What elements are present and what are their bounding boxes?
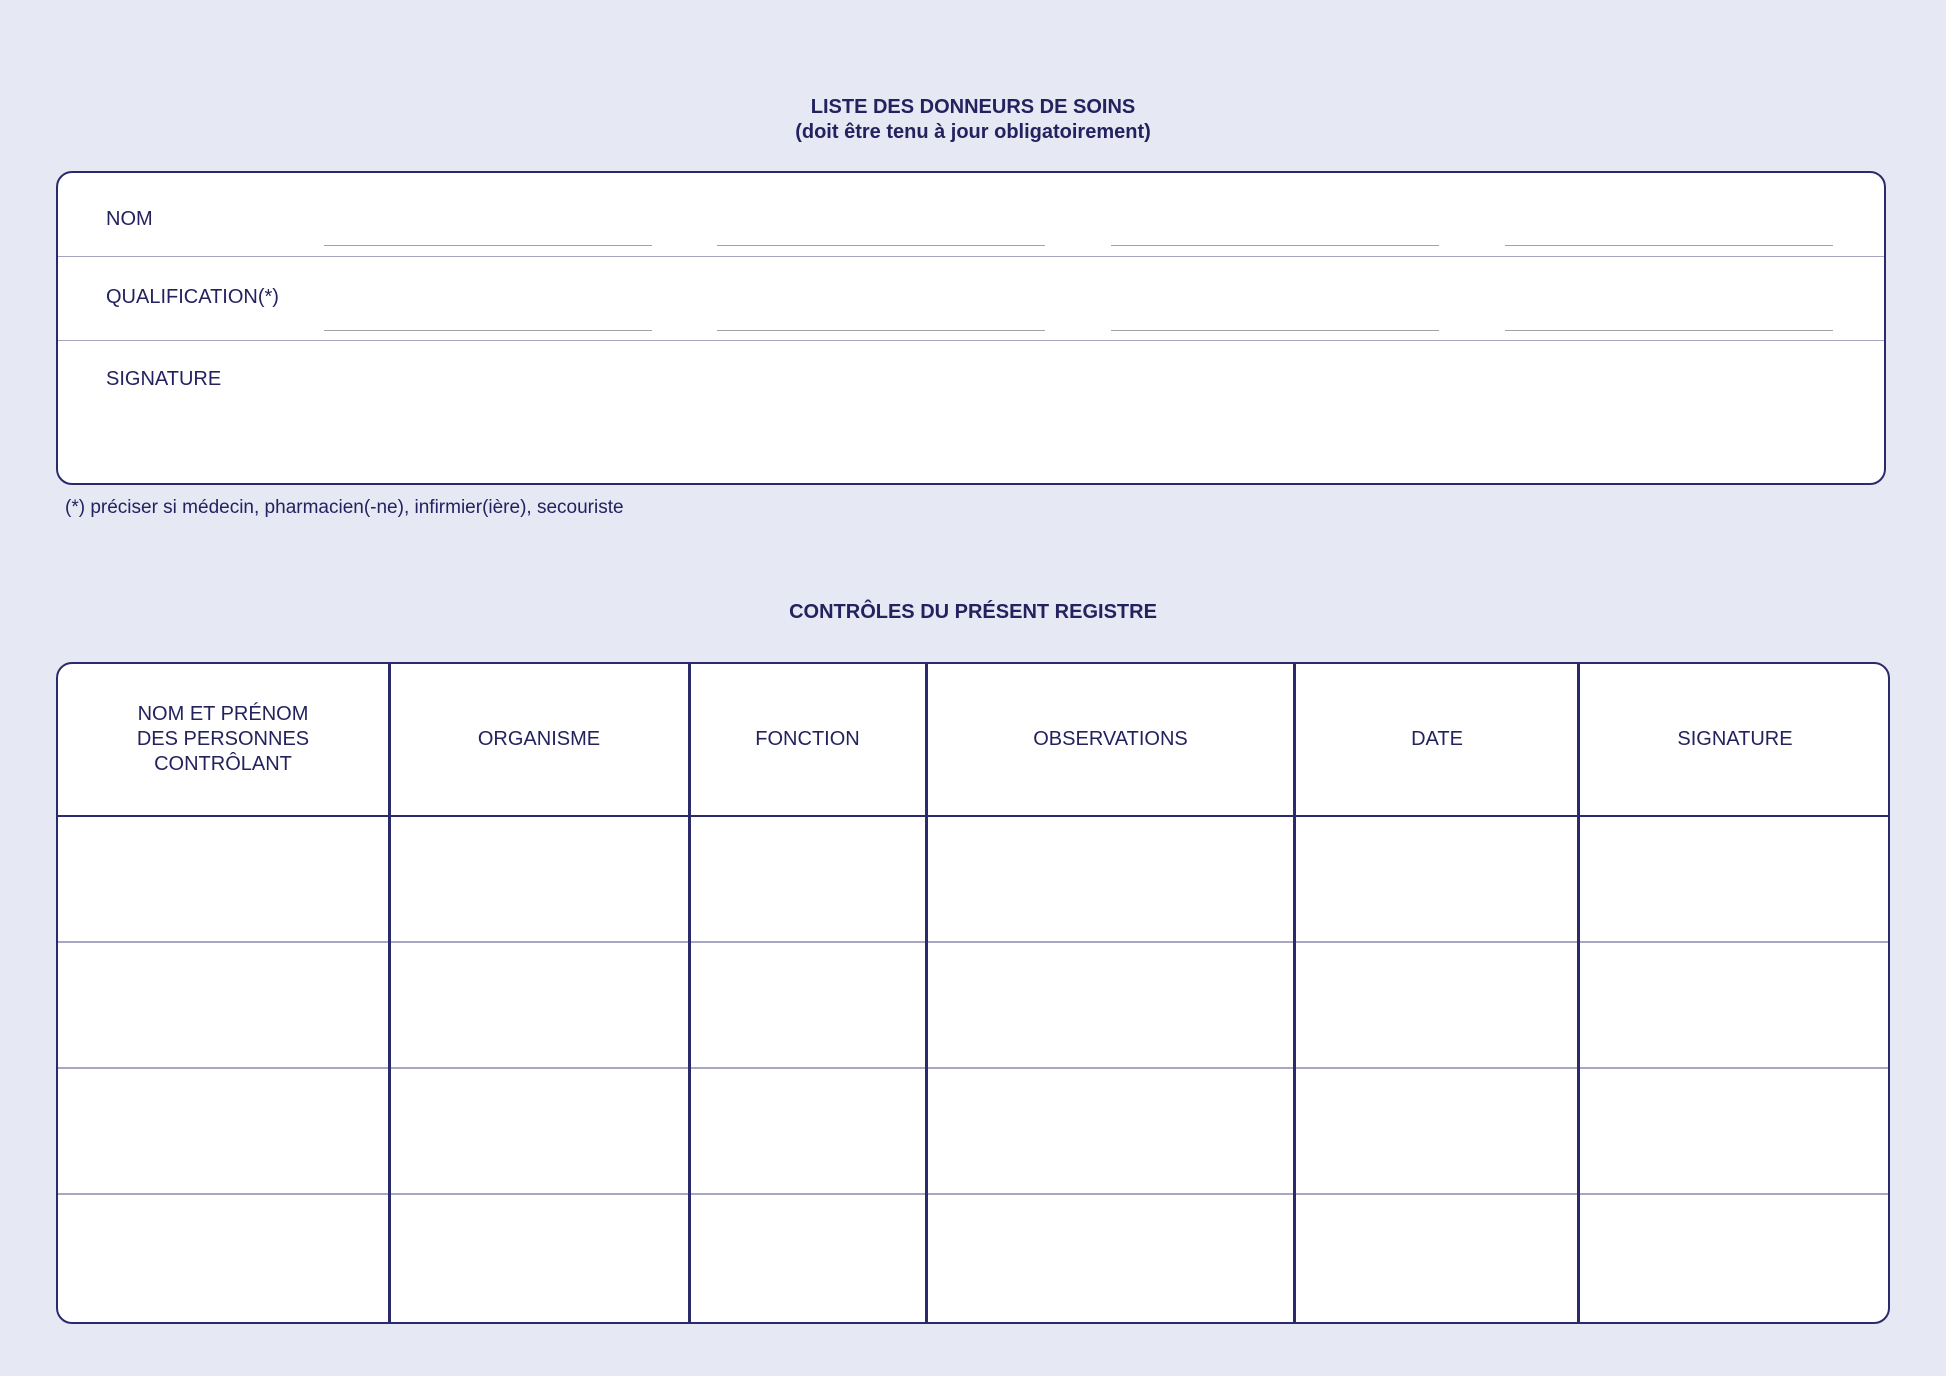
- table-row[interactable]: [58, 1069, 1888, 1193]
- soins-subtitle: (doit être tenu à jour obligatoirement): [795, 121, 1151, 143]
- nom-field-1[interactable]: [324, 245, 652, 246]
- column-divider: [1577, 664, 1580, 1322]
- qualification-field-3[interactable]: [1111, 330, 1439, 331]
- nom-field-3[interactable]: [1111, 245, 1439, 246]
- qualification-row: [58, 257, 1884, 341]
- table-row[interactable]: [58, 817, 1888, 941]
- qualification-field-1[interactable]: [324, 330, 652, 331]
- header-date: DATE: [1411, 728, 1463, 750]
- column-divider: [388, 664, 391, 1322]
- qualification-field-2[interactable]: [717, 330, 1045, 331]
- header-signature: SIGNATURE: [1677, 728, 1793, 750]
- table-row[interactable]: [58, 943, 1888, 1067]
- column-divider: [1293, 664, 1296, 1322]
- signature-label: SIGNATURE: [106, 368, 222, 390]
- soins-footnote: (*) préciser si médecin, pharmacien(-ne), infirmier(ière), secouriste: [65, 497, 624, 518]
- signature-row[interactable]: [58, 341, 1884, 483]
- nom-field-2[interactable]: [717, 245, 1045, 246]
- header-fonction: FONCTION: [755, 728, 860, 750]
- controles-table: [56, 662, 1890, 1324]
- header-organisme: ORGANISME: [477, 728, 601, 750]
- header-observations: OBSERVATIONS: [1033, 728, 1188, 750]
- column-divider: [688, 664, 691, 1322]
- nom-label: NOM: [106, 208, 153, 230]
- table-row[interactable]: [58, 1195, 1888, 1323]
- soins-form: [56, 171, 1886, 485]
- soins-title: LISTE DES DONNEURS DE SOINS: [810, 96, 1136, 118]
- qualification-label: QUALIFICATION(*): [106, 286, 279, 308]
- nom-field-4[interactable]: [1505, 245, 1833, 246]
- header-nom-prenom: NOM ET PRÉNOM DES PERSONNES CONTRÔLANT: [136, 703, 310, 775]
- nom-row: [58, 173, 1884, 257]
- controles-title: CONTRÔLES DU PRÉSENT REGISTRE: [789, 601, 1157, 623]
- column-divider: [925, 664, 928, 1322]
- qualification-field-4[interactable]: [1505, 330, 1833, 331]
- table-header: [58, 664, 1888, 817]
